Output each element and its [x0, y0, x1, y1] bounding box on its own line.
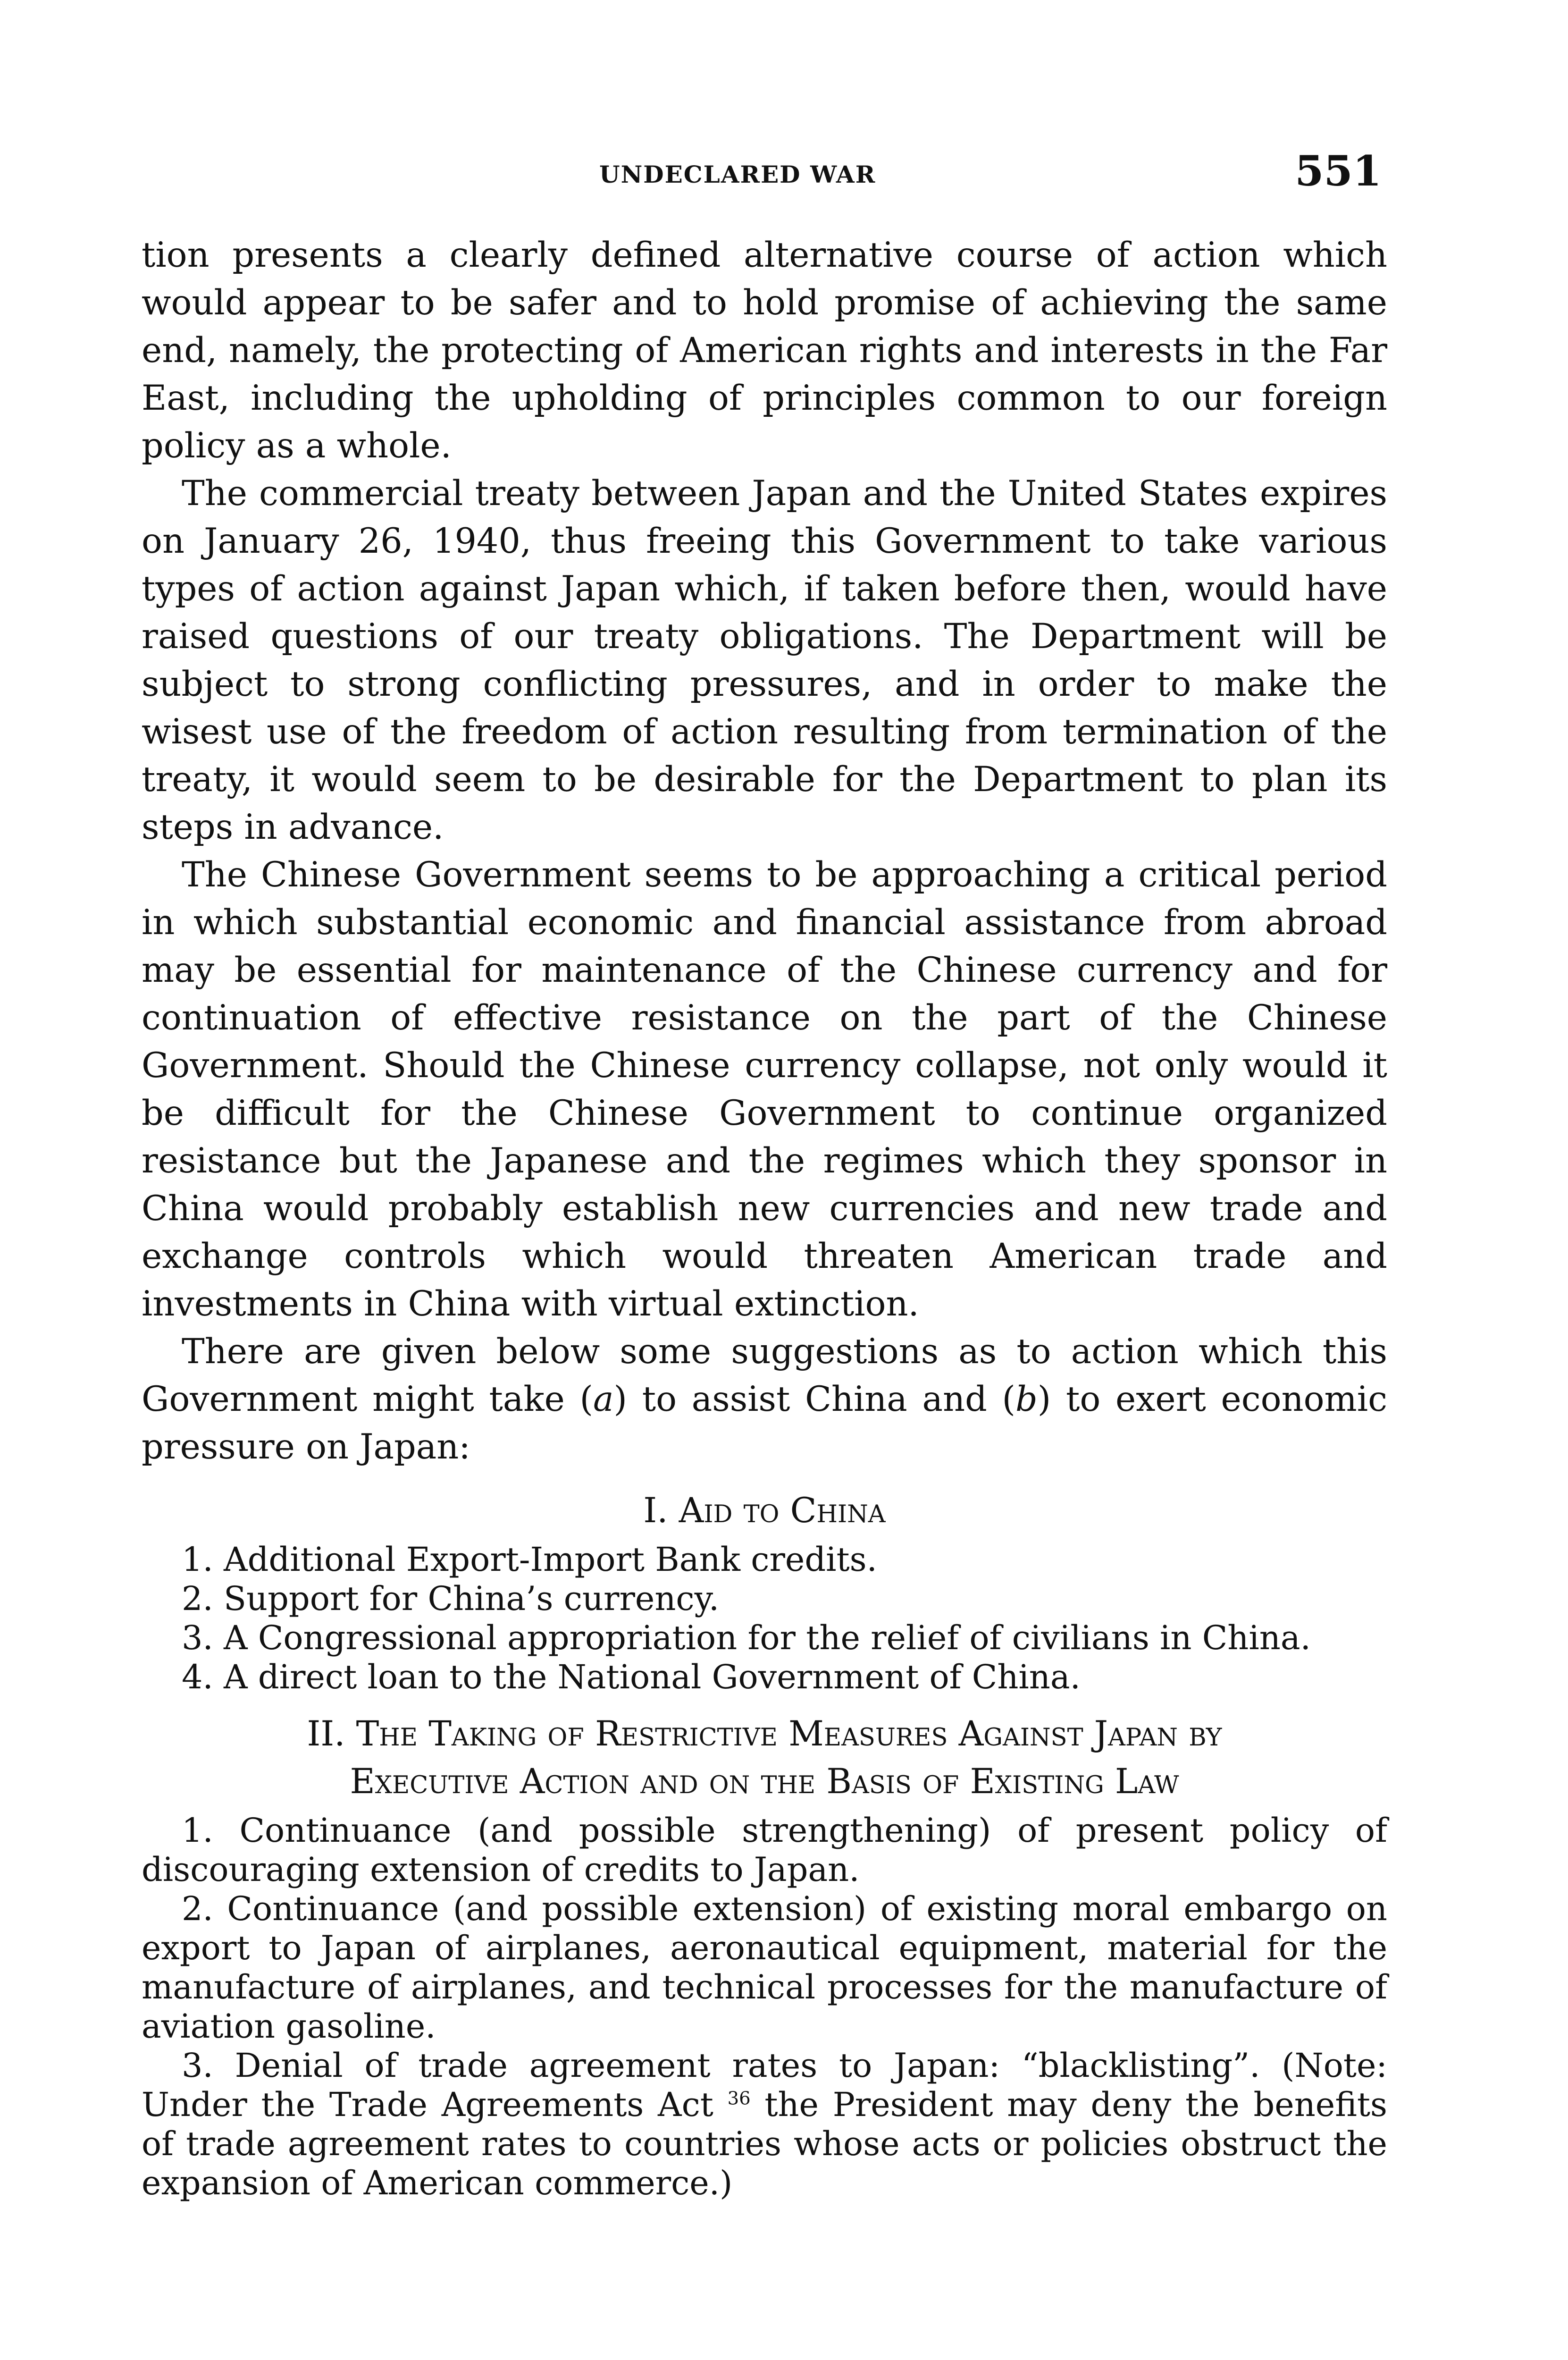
list-item: 3. Denial of trade agreement rates to Japan: “blacklisting”. (Note: Under the Trade Agreements Act $^{36}$ the President may deny the benefits of trade agreement rates to countries whose acts or policies obstruct the expansion of American commerce.): [142, 2046, 1387, 2202]
list-item: 4. A direct loan to the National Government of China.: [182, 1658, 1081, 1696]
paragraph: tion presents a clearly defined alternative course of action which would appear to be safer and to hold promise of achieving the same end, namely, the protecting of American rights and interests in the Far East, including the upholding of principles common to our foreign policy as a whole.: [142, 235, 1387, 466]
paragraph: The Chinese Government seems to be approaching a critical period in which substantial economic and financial assistance from abroad may be essential for maintenance of the Chinese currency and for continuation of effective resistance on the part of the Chinese Government. Should the Chinese currency collapse, not only would it be difficult for the Chinese Government to continue organized resistance but the Japanese and the regimes which they sponsor in China would probably establish new currencies and new trade and exchange controls which would threaten American trade and investments in China with virtual extinction.: [142, 855, 1387, 1324]
heading-line: Executive Action and on the Basis of Existing Law: [350, 1762, 1179, 1802]
section-heading-aid-to-china: I. Aid to China: [643, 1491, 886, 1531]
aid-to-china-list: [142, 1540, 1387, 1697]
footnote-reference: 36: [727, 2088, 751, 2109]
list-item: 2. Continuance (and possible extension) of existing moral embargo on export to Japan of airplanes, aeronautical equipment, material for the manufacture of airplanes, and technical processes for the manufacture of aviation gasoline.: [142, 1889, 1387, 2046]
list-item: 3. A Congressional appropriation for the relief of civilians in China.: [182, 1618, 1311, 1657]
paragraph: The commercial treaty between Japan and the United States expires on January 26, 1940, thus freeing this Government to take various types of action against Japan which, if taken before then, would have raised questions of our treaty obligations. The Department will be subject to strong conflicting pressures, and in order to make the wisest use of the freedom of action resulting from termination of the treaty, it would seem to be desirable for the Department to plan its steps in advance.: [142, 473, 1387, 847]
list-item: 2. Support for China’s currency.: [182, 1579, 720, 1618]
list-item: 1. Continuance (and possible strengthening) of present policy of discouraging extension of credits to Japan.: [142, 1811, 1387, 1889]
body-text: [142, 231, 1387, 2203]
running-head: [0, 137, 1568, 195]
restrictive-measures-list: [142, 1811, 1387, 2203]
heading-line: II. The Taking of Restrictive Measures Against Japan by: [307, 1714, 1222, 1754]
section-heading-restrictive-measures: [142, 1710, 1387, 1805]
list-item: 1. Additional Export-Import Bank credits.: [182, 1540, 877, 1579]
paragraph-intro: There are given below some suggestions as to action which this Government might take (a) to assist China and (b) to exert economic pressure on Japan:: [142, 1332, 1387, 1467]
page-number: 551: [1295, 146, 1382, 195]
running-title: UNDECLARED WAR: [599, 160, 876, 188]
